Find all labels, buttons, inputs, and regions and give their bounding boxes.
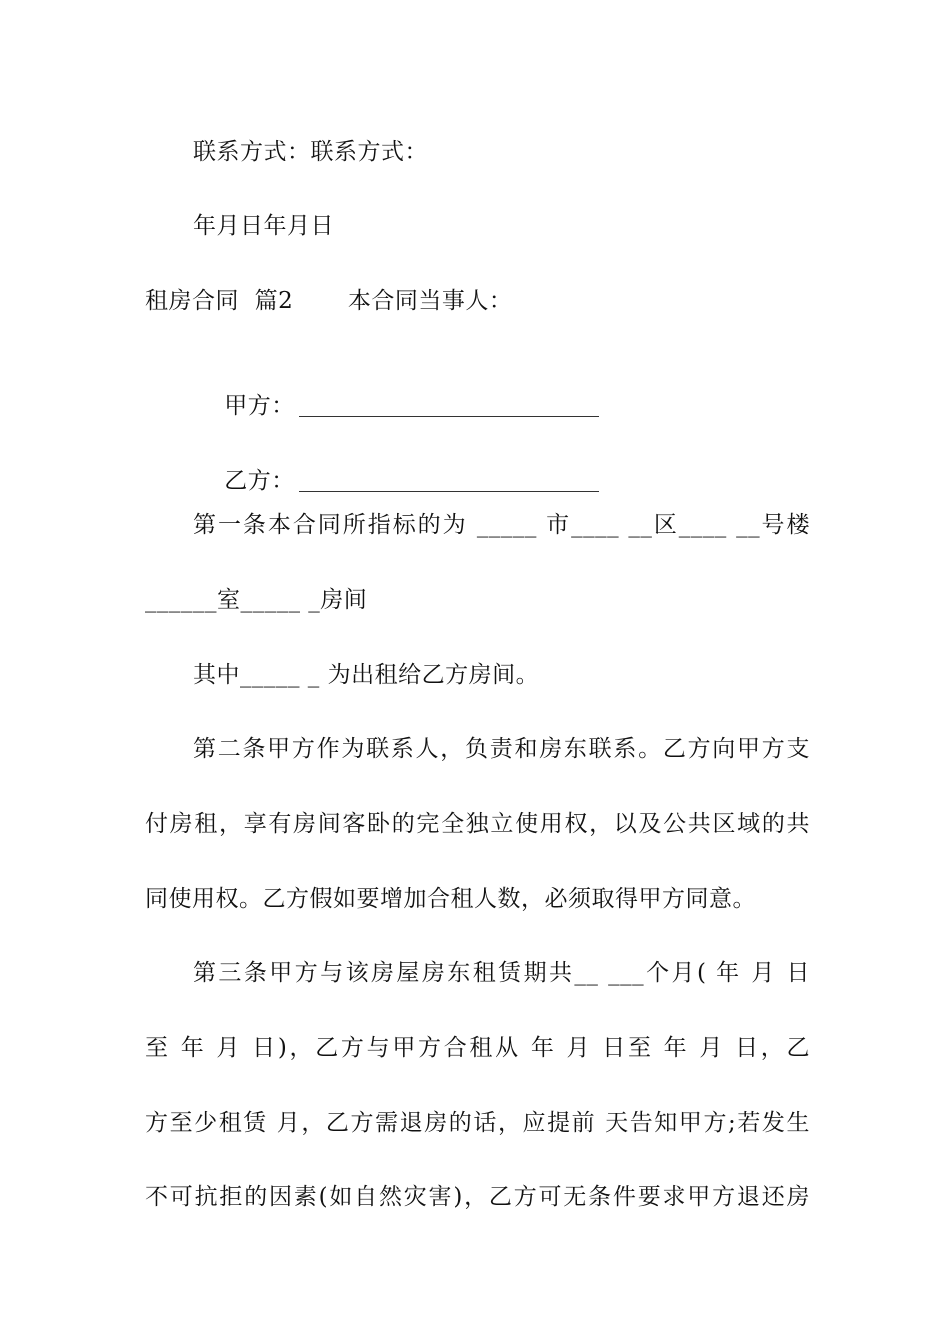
article-1-line-3: 其中_____ _ 为出租给乙方房间。 [193, 662, 540, 688]
section-heading: 租房合同 篇2 本合同当事人： [145, 288, 513, 314]
party-b-blank [299, 469, 599, 492]
article-3-line-4: 不可抗拒的因素(如自然灾害)，乙方可无条件要求甲方退还房 [145, 1184, 810, 1210]
article-3-line-2: 至 年 月 日)，乙方与甲方合租从 年 月 日至 年 月 日，乙 [145, 1035, 810, 1061]
party-b-label: 乙方： [224, 468, 295, 494]
party-a-label: 甲方： [224, 393, 295, 419]
article-1-line-1: 第一条本合同所指标的为 _____ 市____ __区____ __号楼 [193, 512, 810, 538]
article-2-line-3: 同使用权。乙方假如要增加合租人数，必须取得甲方同意。 [145, 886, 756, 912]
contact-line: 联系方式：联系方式： [193, 139, 428, 165]
article-2-line-2: 付房租，享有房间客卧的完全独立使用权，以及公共区域的共 [145, 811, 810, 837]
article-3-line-3: 方至少租赁 月，乙方需退房的话，应提前 天告知甲方;若发生 [145, 1110, 810, 1136]
article-2-line-1: 第二条甲方作为联系人，负责和房东联系。乙方向甲方支 [193, 736, 810, 762]
date-line: 年月日年月日 [193, 213, 334, 239]
party-a-blank [299, 394, 599, 417]
article-1-line-2: ______室_____ _房间 [145, 587, 368, 613]
article-3-line-1: 第三条甲方与该房屋房东租赁期共__ ___个月( 年 月 日 [193, 960, 810, 986]
